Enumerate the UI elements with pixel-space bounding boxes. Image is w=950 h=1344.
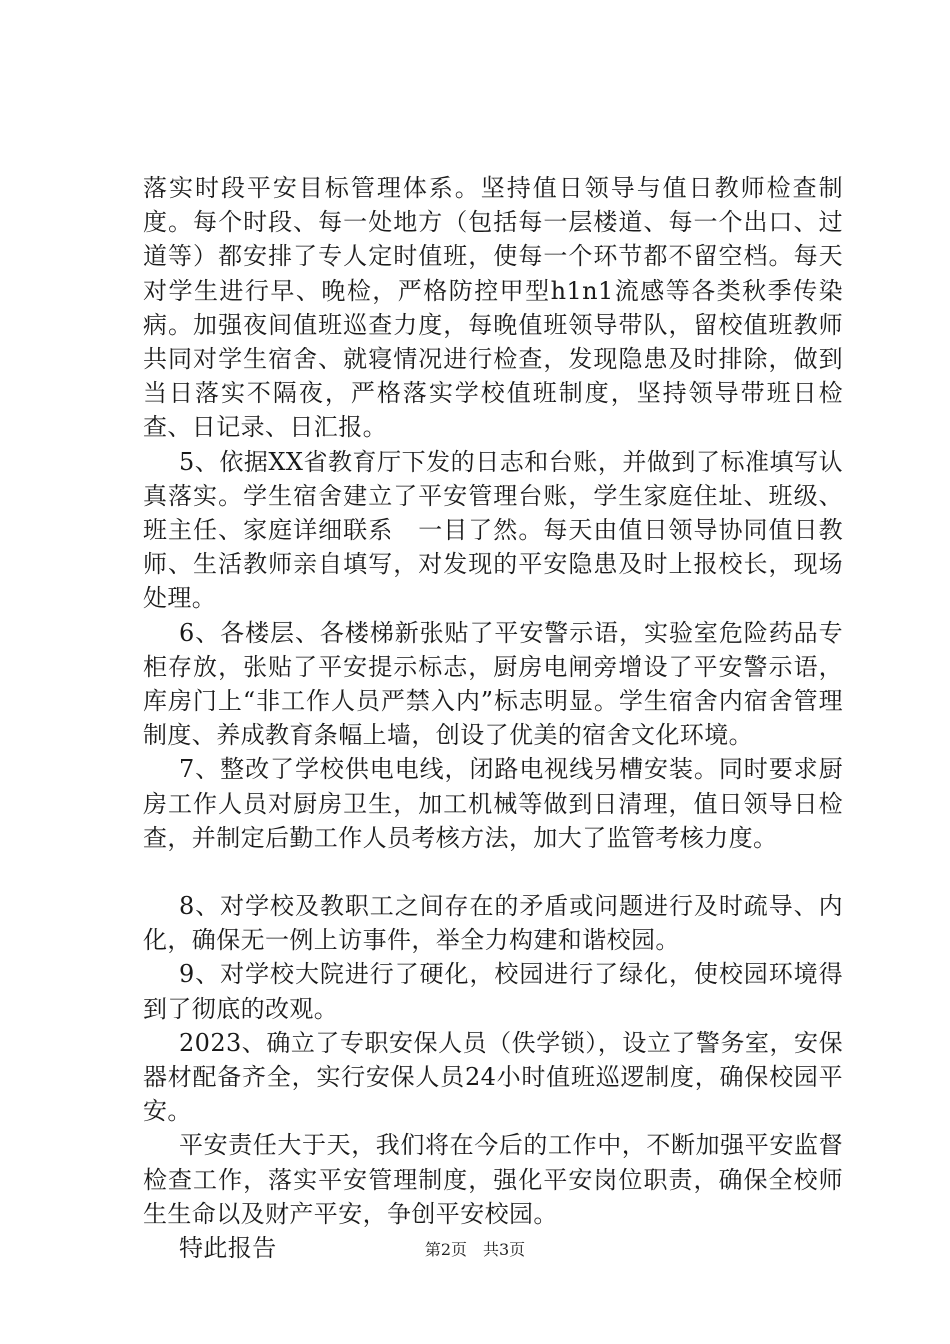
document-body	[143, 171, 843, 1265]
page-number-footer: 第2页 共3页	[424, 1240, 526, 1259]
paragraph-item-5: 5、依据XX省教育厅下发的日志和台账，并做到了标准填写认真落实。学生宿舍建立了平安管理台账，学生家庭住址、班级、班主任、家庭详细联系 一目了然。每天由值日领导协同值日教师、生活教师亲自填写，对发现的平安隐患及时上报校长，现场处理。	[143, 447, 843, 613]
paragraph-closing: 特此报告	[179, 1234, 277, 1263]
paragraph-item-6: 6、各楼层、各楼梯新张贴了平安警示语，实验室危险药品专柜存放，张贴了平安提示标志，厨房电闸旁增设了平安警示语，库房门上“非工作人员严禁入内”标志明显。学生宿舍内宿舍管理制度、养成教育条幅上墙，创设了优美的宿舍文化环境。	[143, 618, 843, 750]
paragraph-item-7: 7、整改了学校供电电线，闭路电视线另槽安装。同时要求厨房工作人员对厨房卫生，加工机械等做到日清理，值日领导日检查，并制定后勤工作人员考核方法，加大了监管考核力度。	[143, 755, 843, 852]
paragraph-item-8: 8、对学校及教职工之间存在的矛盾或问题进行及时疏导、内化，确保无一例上访事件，举全力构建和谐校园。	[143, 892, 843, 955]
paragraph-safety-management: 落实时段平安目标管理体系。坚持值日领导与值日教师检查制度。每个时段、每一处地方（包括每一层楼道、每一个出口、过道等）都安排了专人定时值班，使每一个环节都不留空档。每天对学生进行早、晚检，严格防控甲型h1n1流感等各类秋季传染病。加强夜间值班巡查力度，每晚值班领导带队，留校值班教师共同对学生宿舍、就寝情况进行检查，发现隐患及时排除，做到当日落实不隔夜，严格落实学校值班制度，坚持领导带班日检查、日记录、日汇报。	[143, 174, 843, 442]
paragraph-item-2023: 2023、确立了专职安保人员（佚学锁），设立了警务室，安保器材配备齐全，实行安保人员24小时值班巡逻制度，确保校园平安。	[143, 1028, 843, 1126]
paragraph-item-9: 9、对学校大院进行了硬化，校园进行了绿化，使校园环境得到了彻底的改观。	[143, 960, 843, 1023]
paragraph-conclusion: 平安责任大于天，我们将在今后的工作中，不断加强平安监督检查工作，落实平安管理制度，强化平安岗位职责，确保全校师生生命以及财产平安，争创平安校园。	[143, 1131, 843, 1228]
